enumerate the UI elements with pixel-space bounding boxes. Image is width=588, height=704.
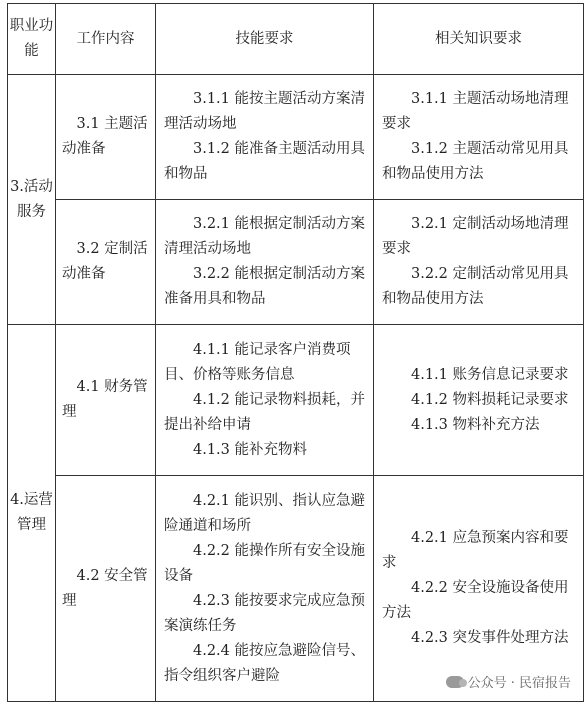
- knowledge-item: 3.2.2 定制活动常见用具和物品使用方法: [382, 266, 569, 307]
- knowledge-item: 4.2.3 突发事件处理方法: [411, 630, 569, 646]
- skills-cell: [156, 476, 374, 702]
- skill-item: 4.2.2 能操作所有安全设施设备: [164, 542, 366, 584]
- function-cell: 4.运营管理: [8, 325, 56, 702]
- skills-cell: [156, 200, 374, 325]
- knowledge-item: 4.2.2 安全设施设备使用方法: [382, 580, 569, 621]
- header-knowledge: 相关知识要求: [374, 4, 584, 75]
- content-cell: [56, 325, 156, 476]
- skill-item: 4.1.2 能记录物料损耗，并提出补给申请: [164, 391, 366, 433]
- content-text: 3.1 主题活动准备: [62, 116, 148, 157]
- knowledge-item: 4.1.2 物料损耗记录要求: [411, 391, 569, 408]
- content-text: 4.2 安全管理: [62, 567, 148, 609]
- knowledge-item: 3.2.1 定制活动场地清理要求: [382, 216, 569, 257]
- skill-item: 3.1.1 能按主题活动方案清理活动场地: [164, 91, 366, 132]
- knowledge-cell: [374, 476, 584, 702]
- skills-table: [7, 3, 584, 702]
- header-content: 工作内容: [56, 4, 156, 75]
- table-row: [8, 200, 584, 325]
- table-row: [8, 325, 584, 476]
- knowledge-item: 3.1.1 主题活动场地清理要求: [382, 91, 569, 132]
- header-row: [8, 4, 584, 75]
- watermark-text: 公众号 · 民宿报告: [467, 676, 571, 691]
- skill-item: 4.1.1 能记录客户消费项目、价格等账务信息: [164, 341, 351, 383]
- skill-item: 4.1.3 能补充物料: [193, 441, 308, 458]
- header-function: 职业功能: [8, 4, 56, 75]
- content-text: 4.1 财务管理: [62, 379, 148, 420]
- content-text: 3.2 定制活动准备: [62, 241, 148, 282]
- watermark: [443, 671, 574, 692]
- skill-item: 3.2.1 能根据定制活动方案清理活动场地: [164, 216, 366, 257]
- knowledge-item: 4.1.3 物料补充方法: [411, 416, 540, 433]
- skills-cell: [156, 75, 374, 200]
- skill-item: 4.2.1 能识别、指认应急避险通道和场所: [164, 492, 366, 534]
- knowledge-cell: [374, 200, 584, 325]
- header-skills: 技能要求: [156, 4, 374, 75]
- table-row: [8, 476, 584, 702]
- knowledge-item: 4.1.1 账务信息记录要求: [411, 366, 569, 383]
- knowledge-cell: [374, 75, 584, 200]
- knowledge-cell: [374, 325, 584, 476]
- function-cell: 3.活动服务: [8, 75, 56, 325]
- skill-item: 4.2.3 能按要求完成应急预案演练任务: [164, 592, 366, 634]
- knowledge-item: 3.1.2 主题活动常见用具和物品使用方法: [382, 141, 569, 182]
- content-cell: [56, 476, 156, 702]
- skill-item: 3.1.2 能准备主题活动用具和物品: [164, 141, 366, 182]
- knowledge-item: 4.2.1 应急预案内容和要求: [382, 530, 569, 571]
- table-row: [8, 75, 584, 200]
- wechat-icon: [446, 676, 464, 688]
- skill-item: 3.2.2 能根据定制活动方案准备用具和物品: [164, 266, 366, 307]
- content-cell: [56, 75, 156, 200]
- skill-item: 4.2.4 能按应急避险信号、指令组织客户避险: [164, 642, 366, 684]
- content-cell: [56, 200, 156, 325]
- skills-cell: [156, 325, 374, 476]
